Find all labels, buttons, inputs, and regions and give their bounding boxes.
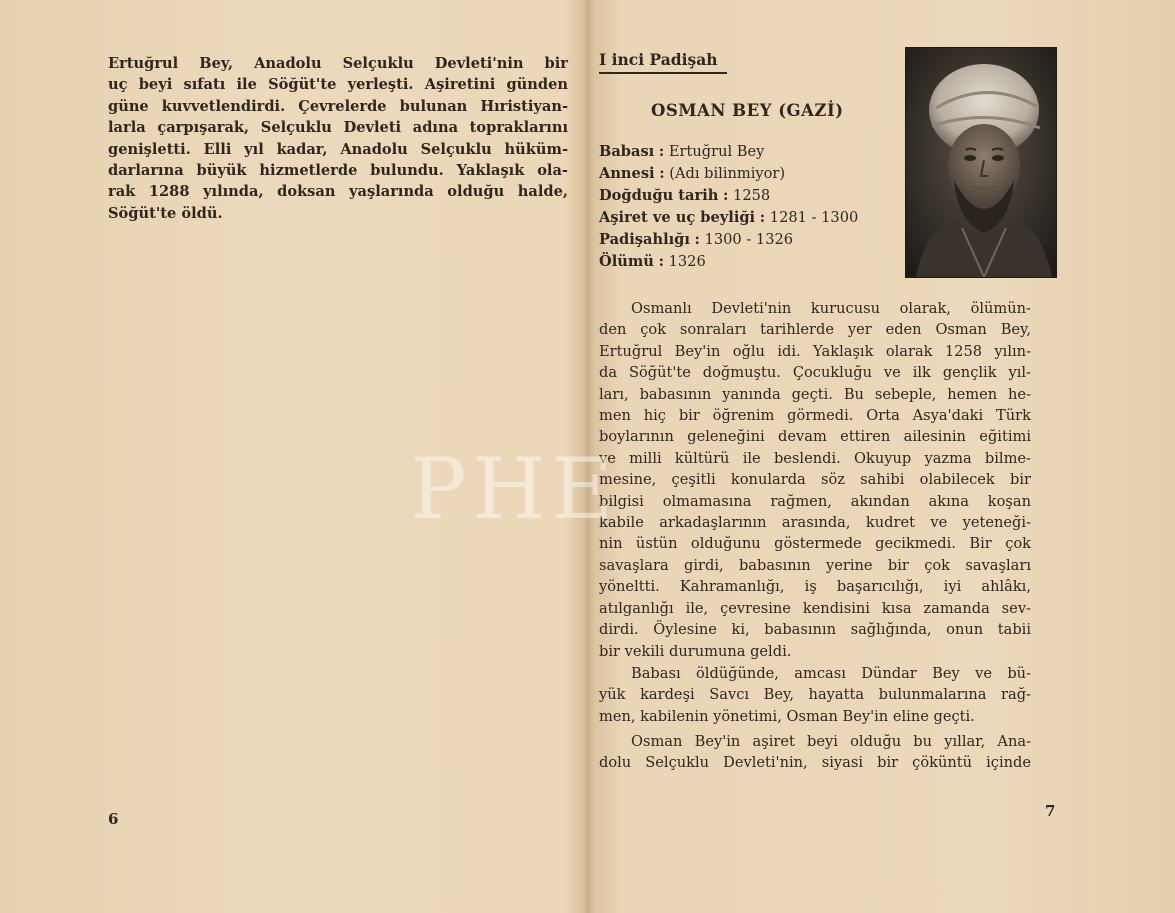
text-line: men hiç bir öğrenim görmedi. Orta Asya'daki Türk	[599, 407, 1031, 425]
facts-list	[599, 141, 858, 273]
text-line: Osman Bey'in aşiret beyi olduğu bu yıllar, Ana-	[631, 733, 1031, 750]
text-line: men, kabilenin yönetimi, Osman Bey'in eline geçti.	[599, 707, 975, 725]
text-line: yöneltti. Kahramanlığı, iş başarıcılığı, iyi ahlâkı,	[599, 578, 1031, 596]
text-line: ları, babasının yanında geçti. Bu sebeple, hemen he-	[599, 385, 1031, 403]
text-line: dolu Selçuklu Devleti'nin, siyasi bir çöküntü içinde	[599, 754, 1031, 772]
fact-item: Doğduğu tarih : 1258	[599, 187, 771, 204]
text-line: darlarına büyük hizmetlerde bulundu. Yaklaşık ola-	[108, 162, 568, 180]
text-line: Ertuğrul Bey'in oğlu idi. Yaklaşık olarak 1258 yılın-	[599, 342, 1031, 360]
text-line: nin üstün olduğunu göstermede gecikmedi. Bir çok	[599, 535, 1031, 553]
text-line: savaşlara girdi, babasının yerine bir çok savaşları	[599, 556, 1031, 574]
text-line: Osmanlı Devleti'nin kurucusu olarak, ölümün-	[631, 300, 1031, 317]
text-line: genişletti. Elli yıl kadar, Anadolu Selçuklu hüküm-	[108, 140, 568, 158]
text-line: bir vekili durumuna geldi.	[599, 642, 792, 660]
text-line: boylarının geleneğini devam ettiren ailesinin eğitimi	[599, 428, 1031, 446]
text-line: da Söğüt'te doğmuştu. Çocukluğu ve ilk gençlik yıl-	[599, 364, 1031, 382]
right-page	[589, 0, 1175, 913]
heading-underline	[599, 72, 727, 74]
watermark-text: PHE	[410, 440, 620, 538]
left-page	[0, 0, 586, 913]
text-line: kabile arkadaşlarının arasında, kudret ve yeteneği-	[599, 514, 1031, 532]
text-line: rak 1288 yılında, doksan yaşlarında olduğu halde,	[108, 183, 568, 201]
text-line: mesine, çeşitli konularda söz sahibi olabilecek bir	[599, 471, 1031, 489]
section-title: OSMAN BEY (GAZİ)	[651, 101, 844, 120]
biography-paragraph-2	[599, 663, 1031, 727]
text-line: bilgisi olmamasına rağmen, akından akına koşan	[599, 492, 1031, 510]
portrait-image	[905, 47, 1057, 278]
text-line: güne kuvvetlendirdi. Çevrelerde bulunan Hıristiyan-	[108, 97, 568, 115]
text-line: den çok sonraları tarihlerde yer eden Osman Bey,	[599, 321, 1031, 339]
text-line: yük kardeşi Savcı Bey, hayatta bulunmalarına rağ-	[599, 686, 1031, 704]
page-number-right: 7	[1045, 802, 1056, 820]
fact-item: Padişahlığı : 1300 - 1326	[599, 231, 794, 248]
text-line: ve milli kültürü ile beslendi. Okuyup yazma bilme-	[599, 449, 1031, 467]
text-line: larla çarpışarak, Selçuklu Devleti adına topraklarını	[108, 119, 568, 137]
fact-item: Babası : Ertuğrul Bey	[599, 143, 765, 160]
text-line: Söğüt'te öldü.	[108, 204, 223, 222]
text-line: atılganlığı ile, çevresine kendisini kısa zamanda sev-	[599, 599, 1031, 617]
chapter-heading: I inci Padişah	[599, 50, 718, 69]
portrait-illustration	[906, 48, 1056, 277]
left-paragraph	[108, 53, 568, 224]
text-line: Babası öldüğünde, amcası Dündar Bey ve bü-	[631, 665, 1031, 682]
fact-item: Annesi : (Adı bilinmiyor)	[599, 165, 786, 182]
biography-paragraph-3	[599, 731, 1031, 774]
fact-item: Ölümü : 1326	[599, 253, 706, 270]
page-number-left: 6	[108, 810, 119, 828]
fact-item: Aşiret ve uç beyliği : 1281 - 1300	[599, 209, 859, 226]
text-line: dirdi. Öylesine ki, babasının sağlığında, onun tabii	[599, 621, 1031, 639]
biography-paragraph-1	[599, 298, 1031, 662]
text-line: uç beyi sıfatı ile Söğüt'te yerleşti. Aşiretini günden	[108, 76, 568, 94]
text-line: Ertuğrul Bey, Anadolu Selçuklu Devleti'nin bir	[108, 55, 568, 72]
